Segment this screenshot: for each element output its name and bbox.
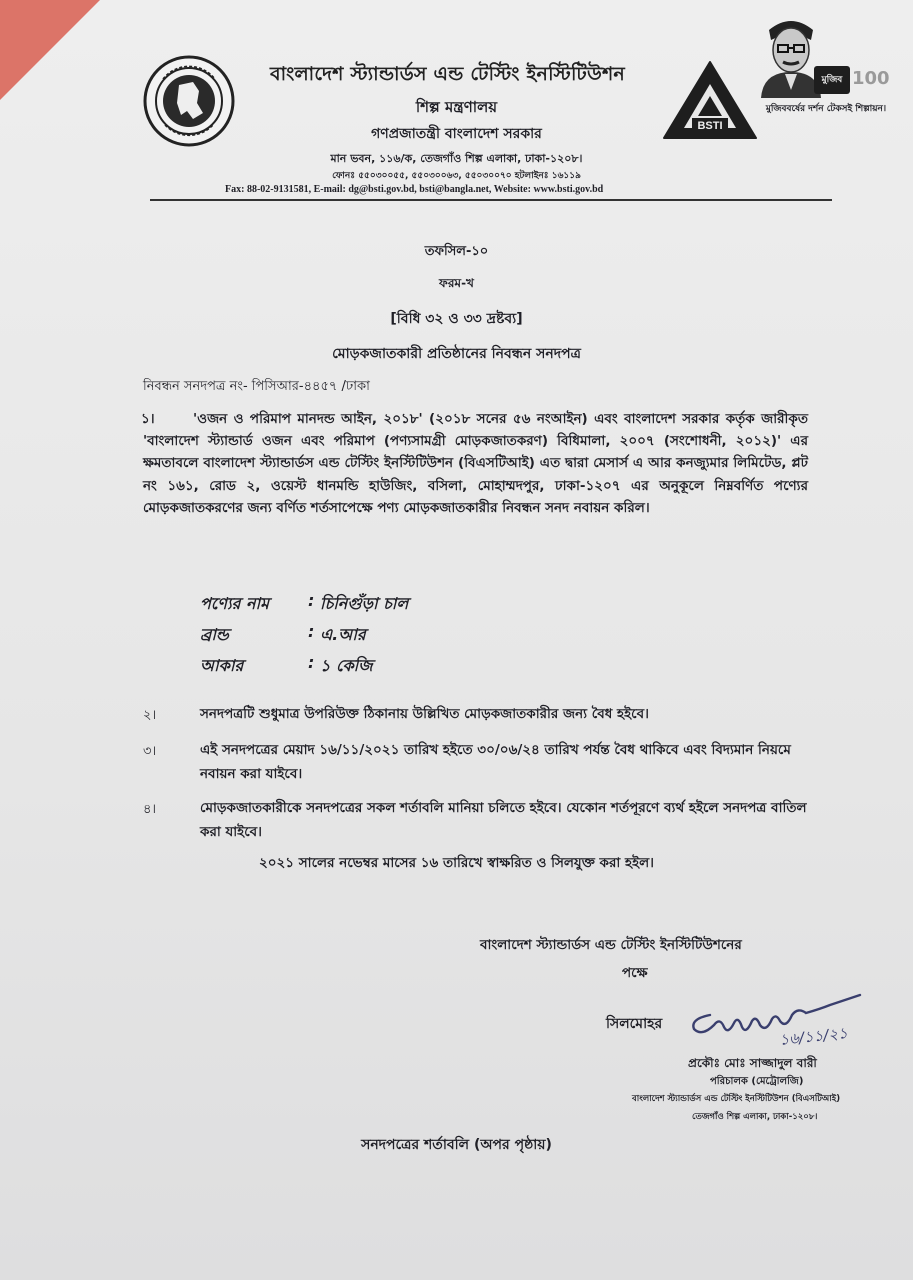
mujib-year-caption: মুজিববর্ষের দর্শন টেকসই শিল্পায়ন।: [765, 104, 887, 114]
condition-4-text: মোড়কজাতকারীকে সনদপত্রের সকল শর্তাবলি মানিয়া চলিতে হইবে। যেকোন শর্তপূরণে ব্যর্থ হইলে সনদপত্র বাতিল করা যাইবে।: [200, 800, 807, 840]
signatory-address: তেজগাঁও শিল্প এলাকা, ঢাকা-১২০৮।: [692, 1112, 818, 1122]
size-label: আকার: [200, 656, 244, 675]
condition-2-number: ২।: [143, 708, 157, 723]
paragraph-1: [143, 408, 808, 519]
condition-4-number: ৪।: [143, 802, 157, 817]
size-colon: :: [308, 653, 315, 672]
brand-label: ব্রান্ড: [200, 625, 229, 644]
brand-colon: :: [308, 622, 315, 641]
signatory-organization: বাংলাদেশ স্ট্যান্ডার্ডস এন্ড টেস্টিং ইনস্টিটিউশন (বিএসটিআই): [632, 1094, 841, 1104]
bsti-logo-icon: [660, 58, 760, 143]
product-name-colon: :: [308, 591, 315, 610]
size-value: ১ কেজি: [320, 656, 373, 675]
government-name: গণপ্রজাতন্ত্রী বাংলাদেশ সরকার: [371, 126, 542, 142]
condition-3-text: এই সনদপত্রের মেয়াদ ১৬/১১/২০২১ তারিখ হইতে ৩০/০৬/২৪ তারিখ পর্যন্ত বৈধ থাকিবে এবং বিদ্যমান নিয়মে নবায়ন করা যাইবে।: [200, 742, 791, 782]
condition-3-number: ৩।: [143, 744, 157, 759]
mujib-100-text: 100: [852, 68, 890, 89]
signatory-name: প্রকৌঃ মোঃ সাজ্জাদুল বারী: [688, 1056, 817, 1070]
institution-phones: ফোনঃ ৫৫০৩০০৫৫, ৫৫০৩০০৬৩, ৫৫০৩০০৭০ হটলাইনঃ ১৬১১৯: [332, 171, 581, 181]
institution-name: বাংলাদেশ স্ট্যান্ডার্ডস এন্ড টেস্টিং ইনস্টিটিউশন: [270, 63, 625, 85]
footer-note: সনদপত্রের শর্তাবলি (অপর পৃষ্ঠায়): [361, 1137, 552, 1153]
torn-corner: [0, 0, 100, 100]
on-behalf-line-2: পক্ষে: [622, 965, 648, 981]
paragraph-1-number: ১।: [141, 411, 155, 427]
contact-line: Fax: 88-02-9131581, E-mail: dg@bsti.gov.bd, bsti@bangla.net, Website: www.bsti.gov.bd: [225, 184, 604, 195]
on-behalf-line-1: বাংলাদেশ স্ট্যান্ডার্ডস এন্ড টেস্টিং ইনস্টিটিউশনের: [480, 937, 742, 953]
product-name-label: পণ্যের নাম: [200, 594, 270, 613]
product-name-value: চিনিগুঁড়া চাল: [320, 594, 409, 613]
certificate-heading: মোড়কজাতকারী প্রতিষ্ঠানের নিবন্ধন সনদপত্র: [332, 346, 581, 362]
rule-reference: [বিধি ৩২ ও ৩৩ দ্রষ্টব্য]: [390, 311, 523, 327]
header-divider: [150, 199, 832, 201]
condition-2-text: সনদপত্রটি শুধুমাত্র উপরিউক্ত ঠিকানায় উল্লিখিত মোড়কজাতকারীর জন্য বৈধ হইবে।: [200, 706, 649, 722]
signatory-designation: পরিচালক (মেট্রোলজি): [710, 1076, 804, 1087]
signed-statement: ২০২১ সালের নভেম্বর মাসের ১৬ তারিখে স্বাক্ষরিত ও সিলযুক্ত করা হইল।: [258, 855, 655, 871]
institution-address: মান ভবন, ১১৬/ক, তেজগাঁও শিল্প এলাকা, ঢাকা-১২০৮।: [330, 152, 583, 165]
paragraph-1-text: 'ওজন ও পরিমাপ মানদন্ড আইন, ২০১৮' (২০১৮ সনের ৫৬ নংআইন) এবং বাংলাদেশ সরকার কর্তৃক জারীকৃত 'বাংলাদেশ স্ট্যান্ডার্ড ওজন এবং পরিমাপ (পণ্যসামগ্রী মোড়কজাতকরণ) বিধিমালা, ২০০৭ (সংশোধনী, ২০১২)' এর ক্ষমতাবলে বাংলাদেশ স্ট্যান্ডার্ডস এন্ড টেস্টিং ইনস্টিটিউশন (বিএসটিআই) এত দ্বারা মেসার্স এ আর কনজ্যুমার লিমিটেড, প্লট নং ১৬১, রোড ২, ওয়েস্ট ধানমন্ডি হাউজিং, বসিলা, মোহাম্মদপুর, ঢাকা-১২০৭ এর অনুকূলে নিম্নবর্ণিত পণ্যের মোড়কজাতকরণের জন্য বর্ণিত শর্তসাপেক্ষে পণ্য মোড়কজাতকারীর নিবন্ধন সনদ নবায়ন করিল।: [143, 411, 808, 516]
mujib-badge-text: মুজিব: [821, 75, 843, 85]
schedule-number: তফসিল-১০: [424, 244, 489, 259]
brand-value: এ.আর: [320, 625, 366, 644]
handwritten-date: ১৬/১১/২১: [778, 1023, 849, 1049]
form-label: ফরম-খ: [439, 276, 474, 290]
mujib-badge: [814, 66, 850, 94]
handwritten-signature-icon: [680, 985, 870, 1055]
seal-label: সিলমোহর: [606, 1016, 663, 1032]
bsti-logo-text: BSTI: [697, 120, 723, 132]
ministry-name: শিল্প মন্ত্রণালয়: [415, 98, 498, 116]
certificate-number: নিবন্ধন সনদপত্র নং- পিসিআর-৪৪৫৭ /ঢাকা: [143, 379, 370, 394]
